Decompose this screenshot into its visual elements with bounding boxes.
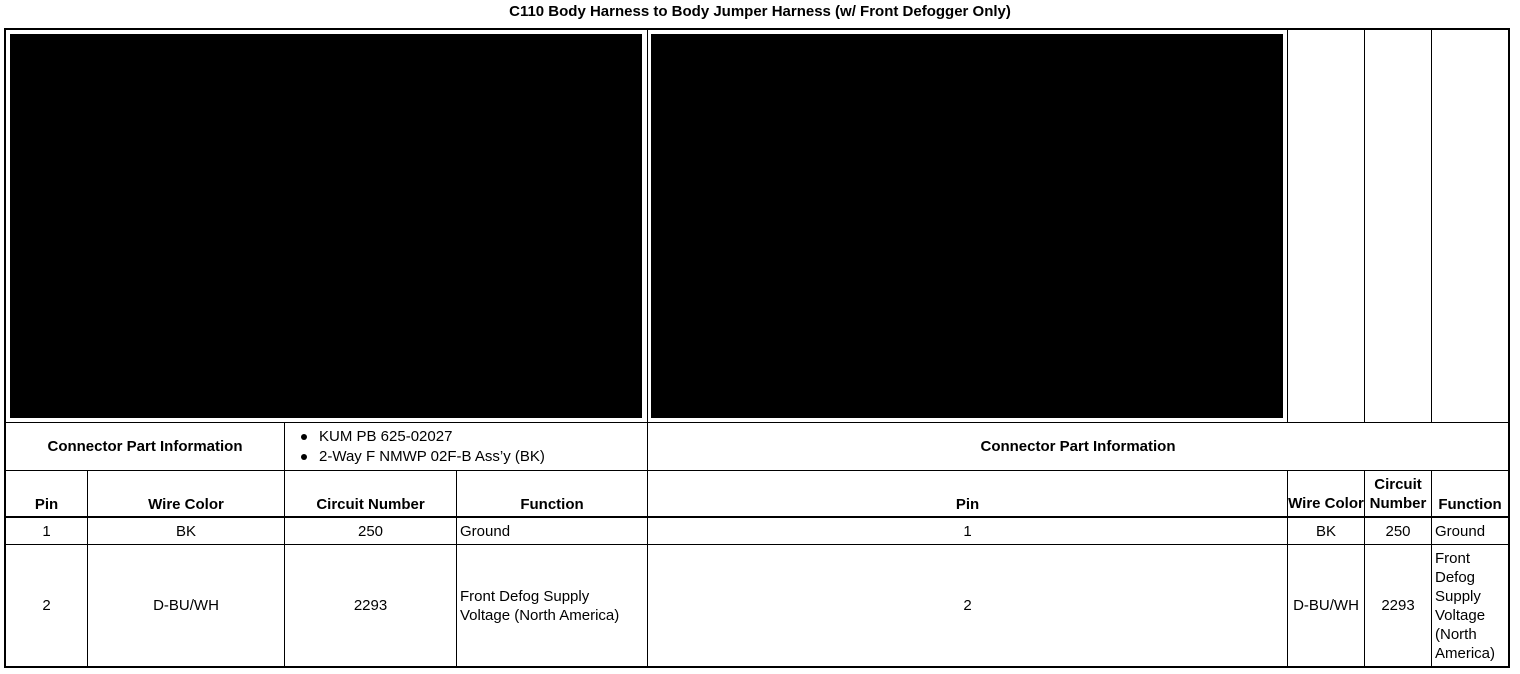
connector-image-left bbox=[10, 34, 642, 418]
divider bbox=[1287, 30, 1288, 423]
table-cell-function: Front Defog Supply Voltage (North America) bbox=[460, 587, 620, 624]
connector-table bbox=[4, 28, 1510, 668]
connector-info-item: KUM PB 625-02027 bbox=[299, 427, 647, 447]
connector-image-right bbox=[651, 34, 1283, 418]
table-cell-function-right: Ground bbox=[1435, 522, 1486, 540]
table-cell-wire-color-right: BK bbox=[1315, 522, 1336, 540]
header-circuit-number: Circuit Number bbox=[316, 496, 425, 513]
header-pin-right: Pin bbox=[955, 496, 980, 513]
table-cell-pin-right: 1 bbox=[963, 522, 972, 540]
table-cell-circuit-number: 2293 bbox=[353, 597, 388, 614]
connector-info-item: 2-Way F NMWP 02F-B Ass’y (BK) bbox=[299, 447, 647, 467]
connector-info-list bbox=[285, 423, 647, 470]
connector-info-label-right: Connector Part Information bbox=[980, 438, 1176, 455]
header-function: Function bbox=[520, 496, 584, 513]
table-cell-circuit-number-right: 250 bbox=[1385, 522, 1411, 540]
header-circuit-number-right: Circuit Number bbox=[1369, 476, 1427, 512]
table-cell-function: Ground bbox=[460, 522, 511, 540]
table-cell-wire-color: D-BU/WH bbox=[153, 597, 219, 614]
page-title: C110 Body Harness to Body Jumper Harness (w/ Front Defogger Only) bbox=[509, 3, 1011, 20]
table-cell-pin-right: 2 bbox=[963, 597, 972, 614]
header-wire-color: Wire Color bbox=[148, 496, 224, 513]
table-cell-circuit-number: 250 bbox=[357, 522, 384, 540]
connector-info-label: Connector Part Information bbox=[47, 438, 243, 455]
table-cell-circuit-number-right: 2293 bbox=[1381, 597, 1415, 614]
header-function-right: Function bbox=[1438, 496, 1502, 513]
table-cell-wire-color-right: D-BU/WH bbox=[1293, 597, 1359, 614]
table-cell-pin: 1 bbox=[42, 522, 51, 540]
table-cell-pin: 2 bbox=[42, 597, 51, 614]
header-wire-color-right: Wire Color bbox=[1288, 495, 1364, 512]
divider bbox=[1431, 30, 1432, 423]
header-pin: Pin bbox=[34, 496, 59, 513]
divider bbox=[1364, 30, 1365, 423]
table-cell-wire-color: BK bbox=[175, 522, 196, 540]
table-cell-function-right: Front Defog Supply Voltage (North America) bbox=[1435, 549, 1496, 662]
